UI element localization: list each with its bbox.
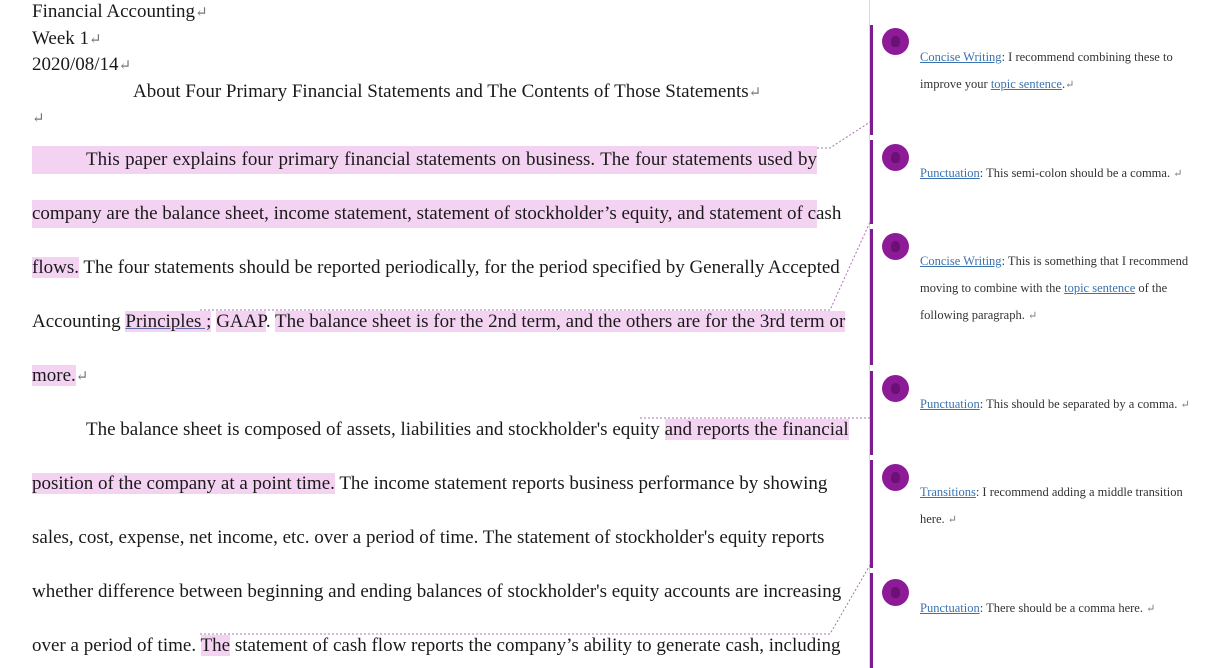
highlighted-text[interactable]: position of the company at a point time.: [32, 473, 335, 494]
comment-type-link[interactable]: Transitions: [920, 485, 976, 499]
paragraph2-line5[interactable]: [32, 632, 841, 660]
paragraph-mark: ↵: [32, 111, 45, 127]
comment-3[interactable]: [920, 248, 1210, 330]
paragraph-mark: ↵: [1146, 603, 1156, 615]
header-date: 2020/08/14↵: [32, 54, 132, 75]
paragraph1-line5[interactable]: [32, 362, 817, 391]
highlighted-text[interactable]: GAAP: [216, 311, 266, 332]
commenter-avatar[interactable]: [882, 375, 909, 402]
highlighted-text[interactable]: Principles ;: [125, 311, 212, 332]
body-text: statement of cash flow reports the company’s ability to generate cash, including: [234, 635, 841, 656]
comment-4[interactable]: [920, 391, 1210, 419]
highlighted-text[interactable]: The: [200, 635, 231, 656]
comment-bar: [870, 140, 873, 224]
comment-type-link[interactable]: Concise Writing: [920, 254, 1002, 268]
paragraph-mark: ↵: [75, 369, 89, 385]
paragraph1-line2[interactable]: company are the balance sheet, income statement, statement of stockholder’s equity, and statement of cash: [32, 200, 817, 228]
highlighted-text[interactable]: and reports the financial: [664, 419, 849, 440]
paragraph2-line3[interactable]: sales, cost, expense, net income, etc. over a period of time. The statement of stockholder's equity reports: [32, 527, 825, 548]
comment-1[interactable]: [920, 44, 1210, 99]
comment-5[interactable]: [920, 479, 1210, 534]
comment-type-link[interactable]: Punctuation: [920, 166, 980, 180]
comment-text: : This is something that I recommend moving to combine with the: [920, 254, 1189, 295]
body-text: The four statements should be reported periodically, for the period specified by Generally Accepted: [83, 257, 840, 278]
body-text: The balance sheet is composed of assets, liabilities and stockholder's equity: [86, 419, 660, 440]
paragraph1-line4[interactable]: [32, 308, 846, 336]
commenter-avatar[interactable]: [882, 233, 909, 260]
comments-pane: [870, 0, 1220, 668]
comment-bar: [870, 229, 873, 365]
commenter-avatar[interactable]: [882, 579, 909, 606]
body-text: Accounting: [32, 311, 121, 332]
topic-sentence-link[interactable]: topic sentence: [1064, 281, 1136, 295]
comment-text: : This should be separated by a comma.: [979, 397, 1178, 411]
highlighted-text[interactable]: more.: [32, 365, 76, 386]
highlighted-text[interactable]: The balance sheet is for the 2nd term, and the others are for the 3rd term or: [274, 311, 846, 332]
comment-bar: [870, 460, 873, 568]
paragraph-mark: ↵: [1027, 310, 1038, 322]
comment-text: : I recommend adding a middle transition here.: [920, 485, 1183, 526]
empty-line: [32, 106, 45, 131]
comment-bar: [870, 573, 873, 668]
paragraph-mark: ↵: [118, 58, 132, 74]
comment-bar: [870, 371, 873, 455]
comment-type-link[interactable]: Punctuation: [920, 397, 980, 411]
topic-sentence-link[interactable]: topic sentence: [990, 77, 1062, 91]
comment-text: : This semi-colon should be a comma.: [979, 166, 1171, 180]
paragraph2-line1[interactable]: [32, 416, 849, 444]
paragraph-mark: ↵: [1180, 399, 1190, 411]
document-title[interactable]: About Four Primary Financial Statements and The Contents of Those Statements↵: [133, 81, 762, 102]
paragraph-mark: ↵: [1065, 79, 1075, 91]
paragraph-mark: ↵: [89, 32, 102, 48]
commenter-avatar[interactable]: [882, 464, 909, 491]
paragraph2-line2[interactable]: [32, 470, 828, 498]
comment-2[interactable]: [920, 160, 1210, 188]
comment-type-link[interactable]: Punctuation: [920, 601, 980, 615]
comment-text: of the following paragraph.: [920, 281, 1168, 322]
paragraph-mark: ↵: [947, 514, 957, 526]
paragraph-mark: ↵: [1173, 168, 1183, 180]
body-text: The income statement reports business performance by showing: [339, 473, 828, 494]
highlighted-text[interactable]: flows.: [32, 257, 79, 278]
commenter-avatar[interactable]: [882, 144, 909, 171]
body-text: over a period of time.: [32, 635, 197, 656]
comment-bar: [870, 25, 873, 135]
body-text: .: [265, 311, 271, 332]
header-week: Week 1↵: [32, 28, 102, 49]
comment-6[interactable]: [920, 595, 1210, 623]
paragraph1-line3[interactable]: [32, 254, 840, 282]
paragraph2-line4[interactable]: whether difference between beginning and ending balances of stockholder's equity accounts are increasing: [32, 581, 842, 602]
commenter-avatar[interactable]: [882, 28, 909, 55]
paragraph-mark: ↵: [748, 85, 762, 101]
header-course: Financial Accounting↵: [32, 1, 208, 22]
paragraph1-line1[interactable]: This paper explains four primary financial statements on business. The four statements used by: [32, 146, 817, 174]
comment-text: : There should be a comma here.: [979, 601, 1143, 615]
comment-type-link[interactable]: Concise Writing: [920, 50, 1002, 64]
comment-text: .: [1061, 77, 1066, 91]
comment-text: : I recommend combining these to improve your: [920, 50, 1173, 91]
paragraph-mark: ↵: [195, 5, 208, 21]
